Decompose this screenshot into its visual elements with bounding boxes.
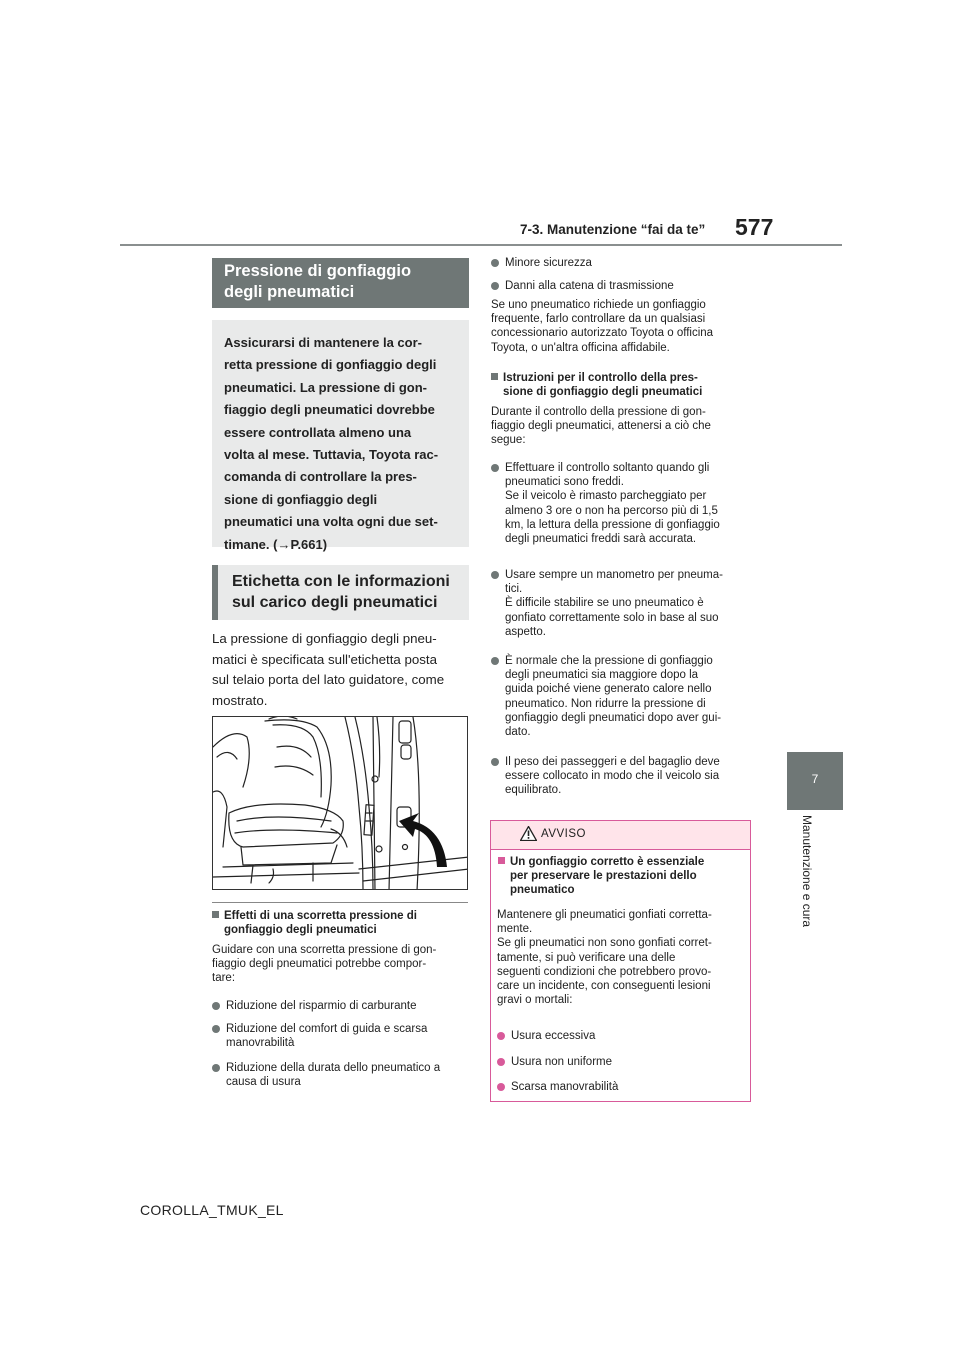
section-title: 7-3. Manutenzione “fai da te” (520, 222, 706, 237)
text-line: fiaggio degli pneumatici, attenersi a ciò che (491, 420, 711, 433)
text-line: tare: (212, 972, 236, 985)
text-line: essere collocato in modo che il veicolo sia (505, 770, 720, 783)
heading-line: Pressione di gonfiaggio (224, 262, 412, 280)
list-item-text (505, 654, 721, 739)
heading-line: degli pneumatici (224, 283, 355, 301)
body-line: La pressione di gonfiaggio degli pneu- (212, 631, 437, 646)
text-line: Riduzione della durata dello pneumatico a (226, 1062, 441, 1074)
intro-line: volta al mese. Tuttavia, Toyota rac- (224, 447, 439, 463)
label-description (212, 629, 470, 711)
effects-heading-line (212, 909, 470, 923)
effects-intro (212, 943, 470, 986)
effects-heading-text: Effetti di una scorretta pressione di (224, 910, 417, 922)
instructions-heading-line (491, 371, 756, 385)
text-line: tamente, si può verificare una delle (497, 951, 676, 964)
intro-line: pneumatici. La pressione di gon- (224, 379, 427, 395)
text-line: È normale che la pressione di gonfiaggio (505, 655, 713, 667)
text-line: almeno 3 ore o non ha percorso più di 1,5 (505, 504, 718, 517)
text-line: guida poiché viene generato calore nello (505, 683, 712, 696)
list-item-text (505, 256, 592, 270)
text-line: Durante il controllo della pressione di gon- (491, 406, 706, 418)
text-line: seguenti condizioni che potrebbero provo- (497, 965, 712, 978)
intro-line: comanda di controllare la pres- (224, 469, 417, 485)
heading-tire-pressure (212, 258, 469, 308)
text-line: aspetto. (505, 625, 546, 638)
text-line: causa di usura (226, 1076, 301, 1089)
bullet-icon (491, 259, 499, 267)
list-item-text (505, 461, 720, 546)
square-bullet-icon (498, 857, 505, 864)
intro-line: retta pressione di gonfiaggio degli (224, 357, 437, 373)
effects-heading (212, 909, 470, 937)
bullet-icon (491, 758, 499, 766)
instructions-heading (491, 371, 756, 399)
text-line: equilibrato. (505, 784, 562, 797)
text-line: gonfiato correttamente solo in base al suo (505, 611, 719, 624)
text-line: concessionario autorizzato Toyota o officina (491, 327, 714, 340)
text-line: Il peso dei passeggeri e del bagaglio deve (505, 756, 720, 768)
heading-load-label (212, 565, 469, 620)
bullet-icon (491, 657, 499, 665)
text-line: km, la lettura della pressione di gonfiaggio (505, 518, 720, 531)
list-item-text (505, 279, 674, 293)
chapter-tab-number: 7 (787, 752, 843, 810)
text-line: Se il veicolo è rimasto parcheggiato per (505, 490, 707, 503)
bullet-icon (212, 1064, 220, 1072)
square-bullet-icon (491, 373, 498, 380)
text-line: tici. (505, 583, 523, 596)
warning-heading-line (498, 855, 748, 869)
text-line: È difficile stabilire se uno pneumatico è (505, 597, 704, 610)
text-line: pneumatico. Non ridurre la pressione di (505, 697, 706, 710)
body-line: sul telaio porta del lato guidatore, come (212, 672, 445, 687)
figure-rule (212, 902, 468, 903)
warning-heading-text: Un gonfiaggio corretto è essenziale (510, 856, 705, 868)
warning-text (497, 908, 747, 1007)
door-frame-illustration (212, 716, 468, 890)
bullet-icon (491, 282, 499, 290)
text-line: dato. (505, 726, 531, 739)
text-line: manovrabilità (226, 1037, 295, 1050)
page-number: 577 (735, 214, 774, 240)
bullet-icon (497, 1083, 505, 1091)
chapter-tab (800, 815, 820, 975)
warning-title: AVVISO (541, 828, 586, 840)
warning-heading-line: per preservare le prestazioni dello (510, 870, 697, 882)
list-item-text (505, 568, 723, 639)
heading-line: sul carico degli pneumatici (232, 594, 438, 611)
text-line: degli pneumatici sia maggiore dopo la (505, 669, 699, 682)
text-line: Guidare con una scorretta pressione di gon- (212, 944, 437, 956)
warning-triangle-icon (520, 826, 537, 841)
text-line: Usare sempre un manometro per pneuma- (505, 569, 723, 581)
instructions-heading-text: Istruzioni per il controllo della pres- (503, 372, 698, 384)
text-line: Toyota, o un'altra officina affidabile. (491, 341, 670, 354)
list-item-text (505, 755, 720, 798)
text-line: frequente, farlo controllare da un qualsiasi (491, 313, 706, 326)
bullet-icon (491, 464, 499, 472)
effects-heading-line: gonfiaggio degli pneumatici (224, 924, 377, 936)
intro-line: Assicurarsi di mantenere la cor- (224, 335, 422, 350)
text-line: Riduzione del risparmio di carburante (226, 1000, 417, 1012)
list-item-text (226, 999, 417, 1013)
header-rule (120, 244, 842, 246)
bullet-icon (497, 1058, 505, 1066)
text-line: segue: (491, 434, 526, 447)
text-line: degli pneumatici freddi sarà accurata. (505, 533, 697, 546)
text-line: gravi o mortali: (497, 994, 573, 1007)
warning-heading-line: pneumatico (510, 884, 575, 896)
bullet-icon (212, 1002, 220, 1010)
bullet-icon (212, 1025, 220, 1033)
text-line: Effettuare il controllo soltanto quando gli (505, 462, 710, 474)
text-line: Se uno pneumatico richiede un gonfiaggio (491, 299, 706, 311)
text-line: care un incidente, con conseguenti lesioni (497, 980, 711, 993)
list-item-text: Scarsa manovrabilità (511, 1081, 619, 1093)
text-line: Danni alla catena di trasmissione (505, 280, 674, 292)
heading-line: Etichetta con le informazioni (232, 573, 450, 590)
text-line: mente. (497, 923, 533, 936)
list-item-text (226, 1061, 440, 1089)
intro-line: pneumatici una volta ogni due set- (224, 514, 438, 530)
intro-line: essere controllata almeno una (224, 424, 412, 440)
warning-heading (498, 855, 748, 897)
intro-line: fiaggio degli pneumatici dovrebbe (224, 402, 435, 418)
list-item-text: Usura eccessiva (511, 1030, 596, 1042)
square-bullet-icon (212, 911, 219, 918)
text-line: Mantenere gli pneumatici gonfiati corretta- (497, 909, 712, 921)
intro-line: timane. (→P.661) (224, 536, 328, 552)
door-frame-drawing (213, 717, 468, 890)
bullet-icon (497, 1032, 505, 1040)
model-code: COROLLA_TMUK_EL (140, 1202, 284, 1218)
service-paragraph (491, 298, 756, 355)
instructions-heading-line: sione di gonfiaggio degli pneumatici (503, 386, 703, 398)
instructions-intro (491, 405, 756, 448)
chapter-tab-label: Manutenzione e cura (800, 815, 814, 928)
list-item-text: Usura non uniforme (511, 1056, 612, 1068)
text-line: gonfiaggio degli pneumatici dopo aver gui- (505, 711, 722, 724)
body-line: matici è specificata sull'etichetta posta (212, 651, 438, 667)
bullet-icon (491, 571, 499, 579)
text-line: pneumatici sono freddi. (505, 476, 624, 489)
body-line: mostrato. (212, 692, 268, 708)
text-line: Se gli pneumatici non sono gonfiati corret- (497, 937, 712, 950)
text-line: Riduzione del comfort di guida e scarsa (226, 1023, 428, 1035)
intro-line: sione di gonfiaggio degli (224, 491, 378, 507)
text-line: Minore sicurezza (505, 257, 592, 269)
list-item-text (226, 1022, 427, 1050)
intro-box (212, 320, 469, 552)
text-line: fiaggio degli pneumatici potrebbe compor- (212, 958, 427, 971)
